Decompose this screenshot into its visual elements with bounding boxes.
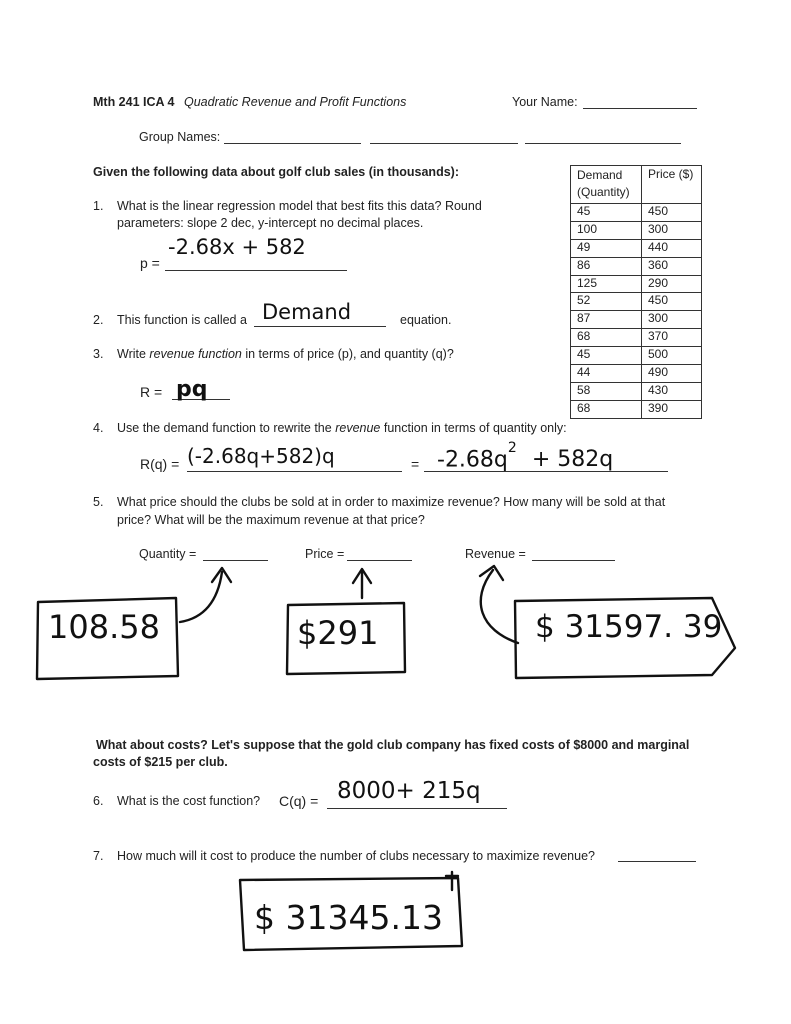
q3-handwritten-answer: pq <box>176 377 208 402</box>
q4-label: R(q) = <box>140 456 180 472</box>
q2-number: 2. <box>93 313 104 327</box>
price-cell: 290 <box>642 275 702 293</box>
group-names-label: Group Names: <box>139 130 221 144</box>
demand-cell: 87 <box>571 311 642 329</box>
your-name-label: Your Name: <box>512 95 578 109</box>
q1-text-line1: What is the linear regression model that best fits this data? Round <box>117 199 482 213</box>
q7-handwritten-answer: $ 31345.13 <box>254 898 443 937</box>
q4-answer-quadratic-term: -2.68q <box>437 447 508 473</box>
demand-cell: 49 <box>571 239 642 257</box>
demand-cell: 68 <box>571 329 642 347</box>
q7-text: How much will it cost to produce the number of clubs necessary to maximize revenue? <box>117 849 595 863</box>
demand-cell: 86 <box>571 257 642 275</box>
q4-answer-linear-term: + 582q <box>531 447 614 473</box>
q4-answer-exponent: 2 <box>507 440 517 456</box>
q2-handwritten-answer: Demand <box>262 300 352 324</box>
price-cell: 390 <box>642 400 702 418</box>
demand-cell: 45 <box>571 347 642 365</box>
q7-number: 7. <box>93 849 104 863</box>
q4-handwritten-answer-left: (-2.68q+582)q <box>187 444 335 468</box>
q1-handwritten-answer: -2.68x + 582 <box>168 235 306 259</box>
demand-cell: 45 <box>571 204 642 222</box>
price-answer-box <box>287 603 405 674</box>
costs-intro-line2: costs of $215 per club. <box>93 755 228 769</box>
course-code: Mth 241 ICA 4 <box>93 95 175 109</box>
q3-text-emphasis: revenue function <box>149 347 242 361</box>
q1-label: p = <box>140 255 160 271</box>
price-label: Price = <box>305 547 345 561</box>
quantity-arrow-icon <box>180 572 222 622</box>
price-cell: 300 <box>642 311 702 329</box>
q2-text-after: equation. <box>400 313 452 327</box>
price-cell: 430 <box>642 382 702 400</box>
q5-revenue-answer: $ 31597. 39 <box>535 609 723 645</box>
q6-number: 6. <box>93 794 104 808</box>
demand-cell: 68 <box>571 400 642 418</box>
q1-text-line2: parameters: slope 2 dec, y-intercept no decimal places. <box>117 216 424 230</box>
q4-text-before: Use the demand function to rewrite the <box>117 421 332 435</box>
q5-text-line2: price? What will be the maximum revenue at that price? <box>117 513 425 527</box>
price-cell: 500 <box>642 347 702 365</box>
q5-price-answer: $291 <box>297 614 379 652</box>
demand-cell: 100 <box>571 221 642 239</box>
worksheet-title: Quadratic Revenue and Profit Functions <box>184 95 407 109</box>
q6-handwritten-answer: 8000+ 215q <box>337 778 481 804</box>
q6-text: What is the cost function? <box>117 794 261 808</box>
q3-text-before: Write <box>117 347 146 361</box>
revenue-answer-box <box>515 598 735 678</box>
demand-cell: 52 <box>571 293 642 311</box>
q1-number: 1. <box>93 199 104 213</box>
price-cell: 370 <box>642 329 702 347</box>
price-cell: 450 <box>642 293 702 311</box>
price-cell: 360 <box>642 257 702 275</box>
q4-text-emphasis: revenue <box>335 421 381 435</box>
q4-text-after: function in terms of quantity only: <box>383 421 567 435</box>
price-cell: 300 <box>642 221 702 239</box>
price-cell: 440 <box>642 239 702 257</box>
q4-number: 4. <box>93 421 104 435</box>
intro-text: Given the following data about golf club sales (in thousands): <box>93 165 459 179</box>
q5-quantity-answer: 108.58 <box>48 608 160 646</box>
costs-intro-line1: What about costs? Let's suppose that the gold club company has fixed costs of $8000 and marginal <box>96 738 690 752</box>
q2-text-before: This function is called a <box>117 313 247 327</box>
column-header-demand: Demand (Quantity) <box>571 166 642 204</box>
q5-number: 5. <box>93 495 104 509</box>
demand-cell: 125 <box>571 275 642 293</box>
q6-label: C(q) = <box>279 793 319 809</box>
quantity-answer-box <box>37 598 178 679</box>
q4-equals: = <box>411 456 420 472</box>
demand-cell: 58 <box>571 382 642 400</box>
quantity-label: Quantity = <box>139 547 197 561</box>
q7-answer-box <box>240 878 462 950</box>
revenue-arrow-icon <box>481 570 518 643</box>
column-header-price: Price ($) <box>642 166 702 204</box>
q5-text-line1: What price should the clubs be sold at in order to maximize revenue? How many will be sold at that <box>117 495 666 509</box>
demand-cell: 44 <box>571 365 642 383</box>
q3-label: R = <box>140 384 163 400</box>
revenue-label: Revenue = <box>465 547 526 561</box>
q3-number: 3. <box>93 347 104 361</box>
price-cell: 450 <box>642 204 702 222</box>
q3-text-after: in terms of price (p), and quantity (q)? <box>245 347 454 361</box>
price-cell: 490 <box>642 365 702 383</box>
